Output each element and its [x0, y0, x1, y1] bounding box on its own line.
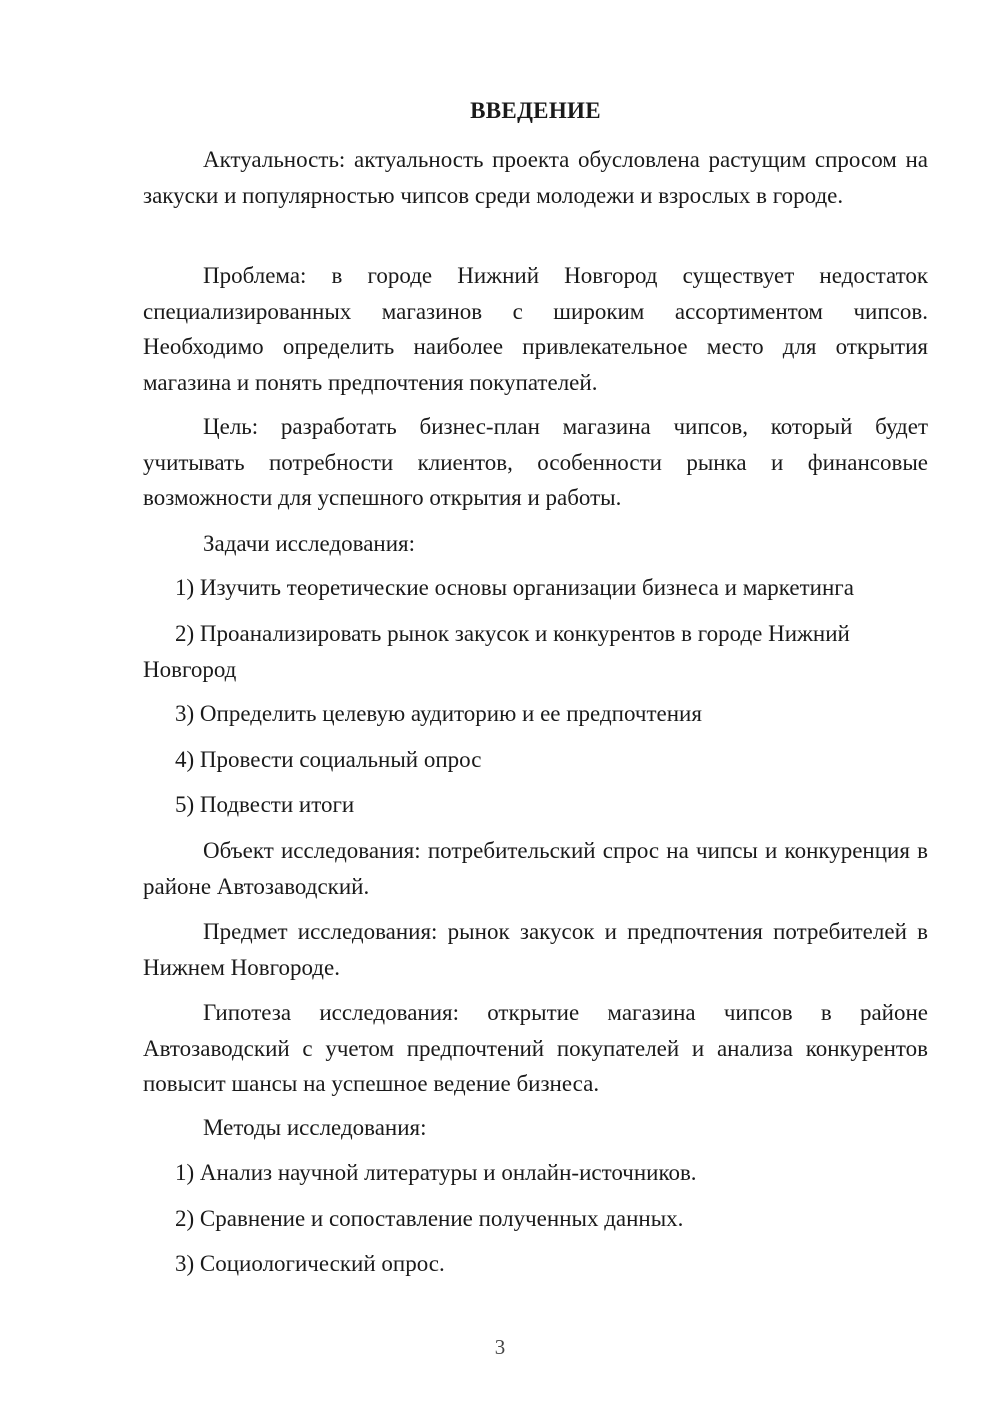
method-item-1: 1) Анализ научной литературы и онлайн-источников.: [175, 1160, 697, 1185]
methods-heading: Методы исследования:: [203, 1115, 427, 1140]
paragraph-problem: Проблема: в городе Нижний Новгород существует недостаток специализированных магазинов с широким ассортиментом чипсов. Необходимо определить наиболее привлекательное место для открытия магазина и понять предпочтения покупателей.: [143, 263, 928, 395]
paragraph-relevance: Актуальность: актуальность проекта обусловлена растущим спросом на закуски и популярностью чипсов среди молодежи и взрослых в городе.: [143, 147, 928, 208]
method-item-3: 3) Социологический опрос.: [175, 1251, 445, 1276]
paragraph-hypothesis: Гипотеза исследования: открытие магазина чипсов в районе Автозаводский с учетом предпочтений покупателей и анализа конкурентов повысит шансы на успешное ведение бизнеса.: [143, 1000, 928, 1096]
task-item-5: 5) Подвести итоги: [175, 792, 355, 817]
page-number: 3: [494, 1335, 506, 1359]
method-item-2: 2) Сравнение и сопоставление полученных данных.: [175, 1206, 684, 1231]
task-item-3: 3) Определить целевую аудиторию и ее предпочтения: [175, 701, 702, 726]
tasks-heading: Задачи исследования:: [203, 531, 416, 556]
task-item-2: 2) Проанализировать рынок закусок и конкурентов в городе Нижний Новгород: [143, 621, 850, 682]
task-item-1: 1) Изучить теоретические основы организации бизнеса и маркетинга: [175, 575, 854, 600]
paragraph-object: Объект исследования: потребительский спрос на чипсы и конкуренция в районе Автозаводский.: [143, 838, 928, 899]
task-item-4: 4) Провести социальный опрос: [175, 747, 482, 772]
paragraph-goal: Цель: разработать бизнес-план магазина чипсов, который будет учитывать потребности клиентов, особенности рынка и финансовые возможности для успешного открытия и работы.: [143, 414, 928, 510]
page-title: ВВЕДЕНИЕ: [470, 98, 601, 123]
paragraph-subject: Предмет исследования: рынок закусок и предпочтения потребителей в Нижнем Новгороде.: [143, 919, 928, 980]
